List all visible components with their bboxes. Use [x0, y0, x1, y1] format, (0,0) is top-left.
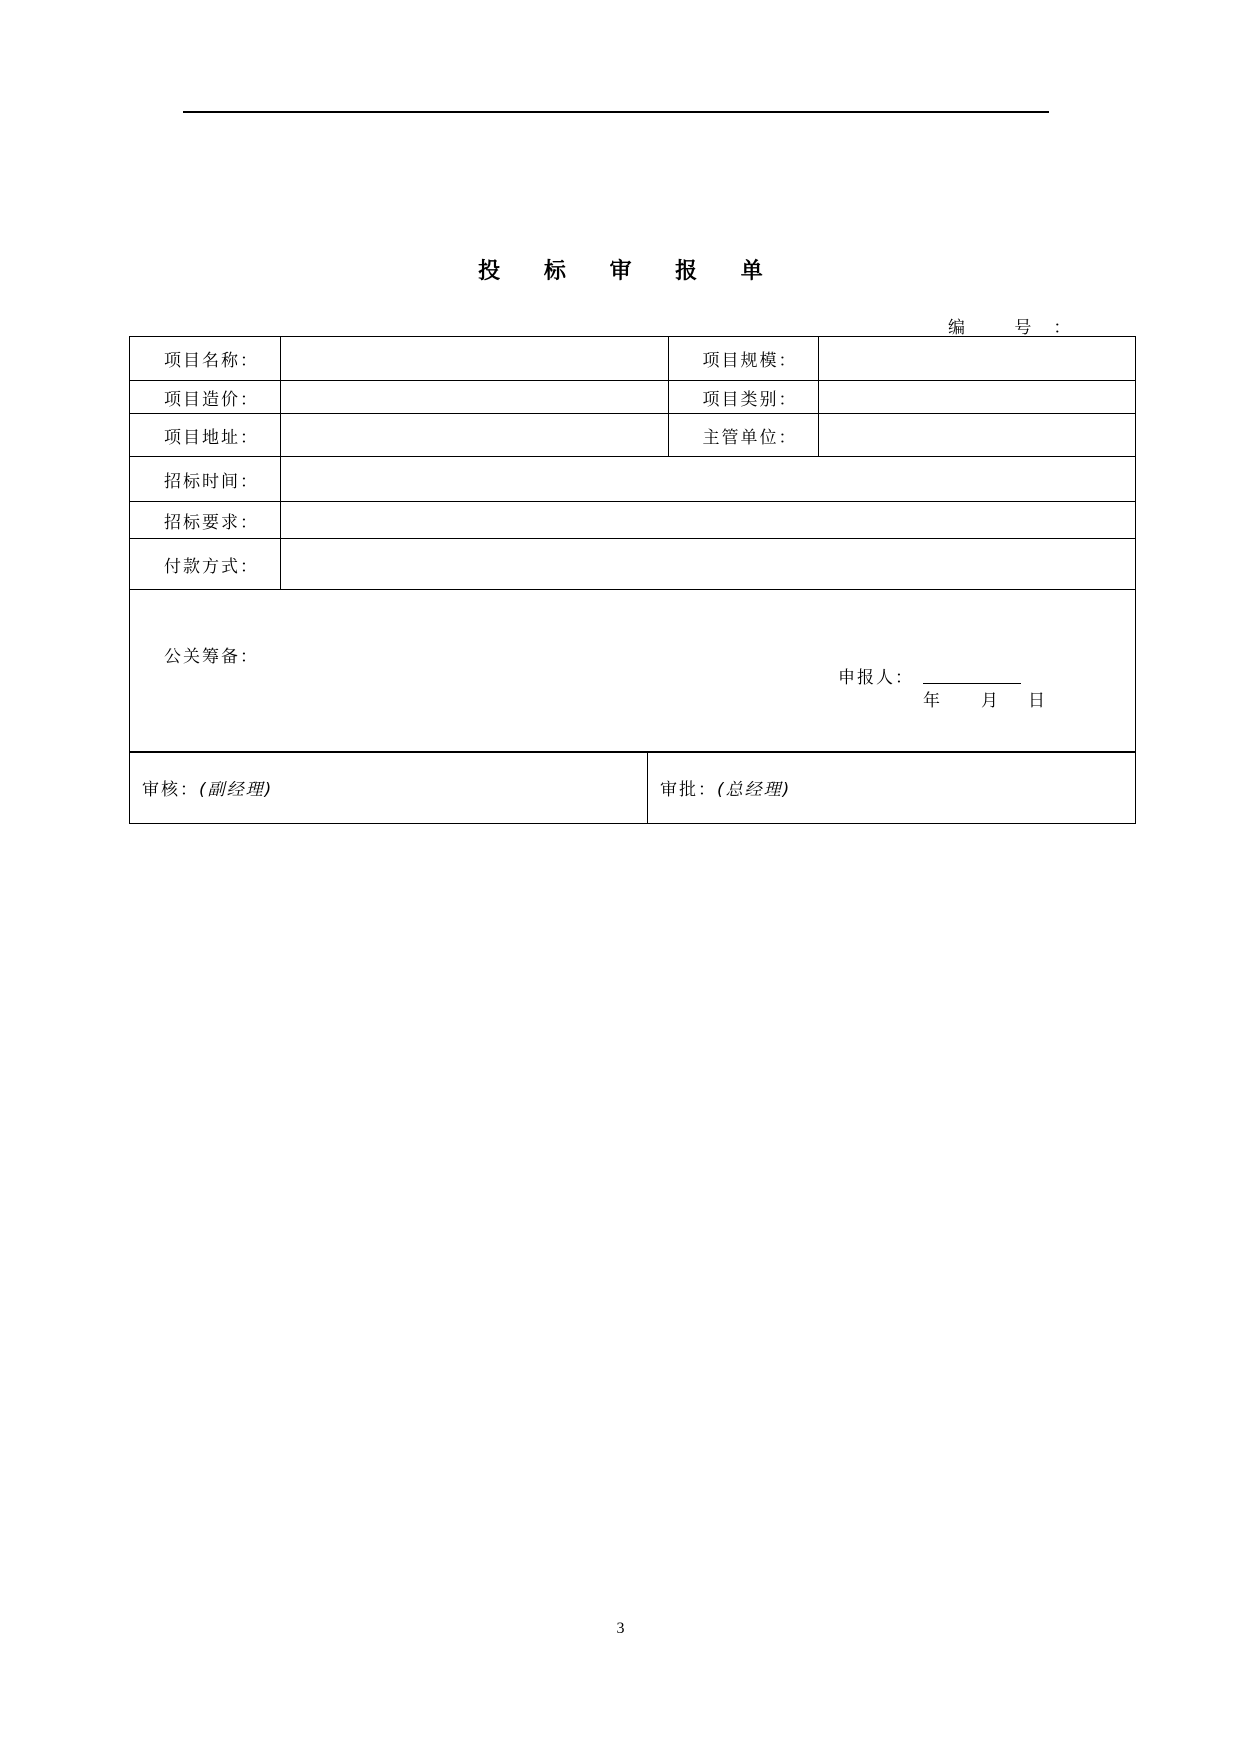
label-day: 日 — [1028, 691, 1045, 711]
table-row — [130, 502, 1136, 539]
signature-table — [129, 751, 1136, 824]
reporter-signature-line[interactable] — [923, 683, 1021, 684]
bid-time-field[interactable] — [281, 457, 1136, 502]
table-row — [130, 337, 1136, 381]
table-row — [130, 457, 1136, 502]
page-number: 3 — [616, 1620, 625, 1637]
header-rule — [183, 111, 1049, 113]
project-cost-field[interactable] — [281, 381, 668, 414]
label-project-address: 项目地址： — [130, 414, 281, 457]
project-category-field[interactable] — [818, 381, 1135, 414]
review-field[interactable] — [130, 752, 648, 824]
serial-number — [948, 313, 1070, 338]
label-year: 年 — [923, 691, 940, 711]
table-row — [130, 414, 1136, 457]
label-project-category: 项目类别： — [668, 381, 818, 414]
project-address-field[interactable] — [281, 414, 668, 457]
label-bid-time: 招标时间： — [130, 457, 281, 502]
label-reporter: 申报人： — [838, 668, 914, 688]
supervising-unit-field[interactable] — [818, 414, 1135, 457]
label-bid-requirements: 招标要求： — [130, 502, 281, 539]
label-project-cost: 项目造价： — [130, 381, 281, 414]
payment-method-field[interactable] — [281, 539, 1136, 590]
label-approval-role: (总经理) — [717, 780, 792, 800]
form-title: 投 标 审 报 单 — [478, 259, 781, 284]
bid-requirements-field[interactable] — [281, 502, 1136, 539]
serial-label: 编 号 — [948, 318, 1054, 338]
project-scale-field[interactable] — [818, 337, 1135, 381]
label-review-role: (副经理) — [199, 780, 274, 800]
table-row — [130, 752, 1136, 824]
label-project-scale: 项目规模： — [668, 337, 818, 381]
report-date — [923, 686, 1045, 711]
label-supervising-unit: 主管单位： — [668, 414, 818, 457]
label-approval: 审批： — [660, 780, 717, 800]
serial-colon: ： — [1053, 318, 1071, 338]
pr-preparation-field[interactable] — [130, 590, 1136, 753]
table-row — [130, 381, 1136, 414]
table-row — [130, 590, 1136, 753]
label-month: 月 — [981, 691, 998, 711]
label-pr-preparation: 公关筹备： — [164, 647, 259, 667]
table-row — [130, 539, 1136, 590]
approval-field[interactable] — [648, 752, 1136, 824]
application-form-table — [129, 336, 1136, 753]
label-project-name: 项目名称： — [130, 337, 281, 381]
project-name-field[interactable] — [281, 337, 668, 381]
label-payment-method: 付款方式： — [130, 539, 281, 590]
label-review: 审核： — [142, 780, 199, 800]
